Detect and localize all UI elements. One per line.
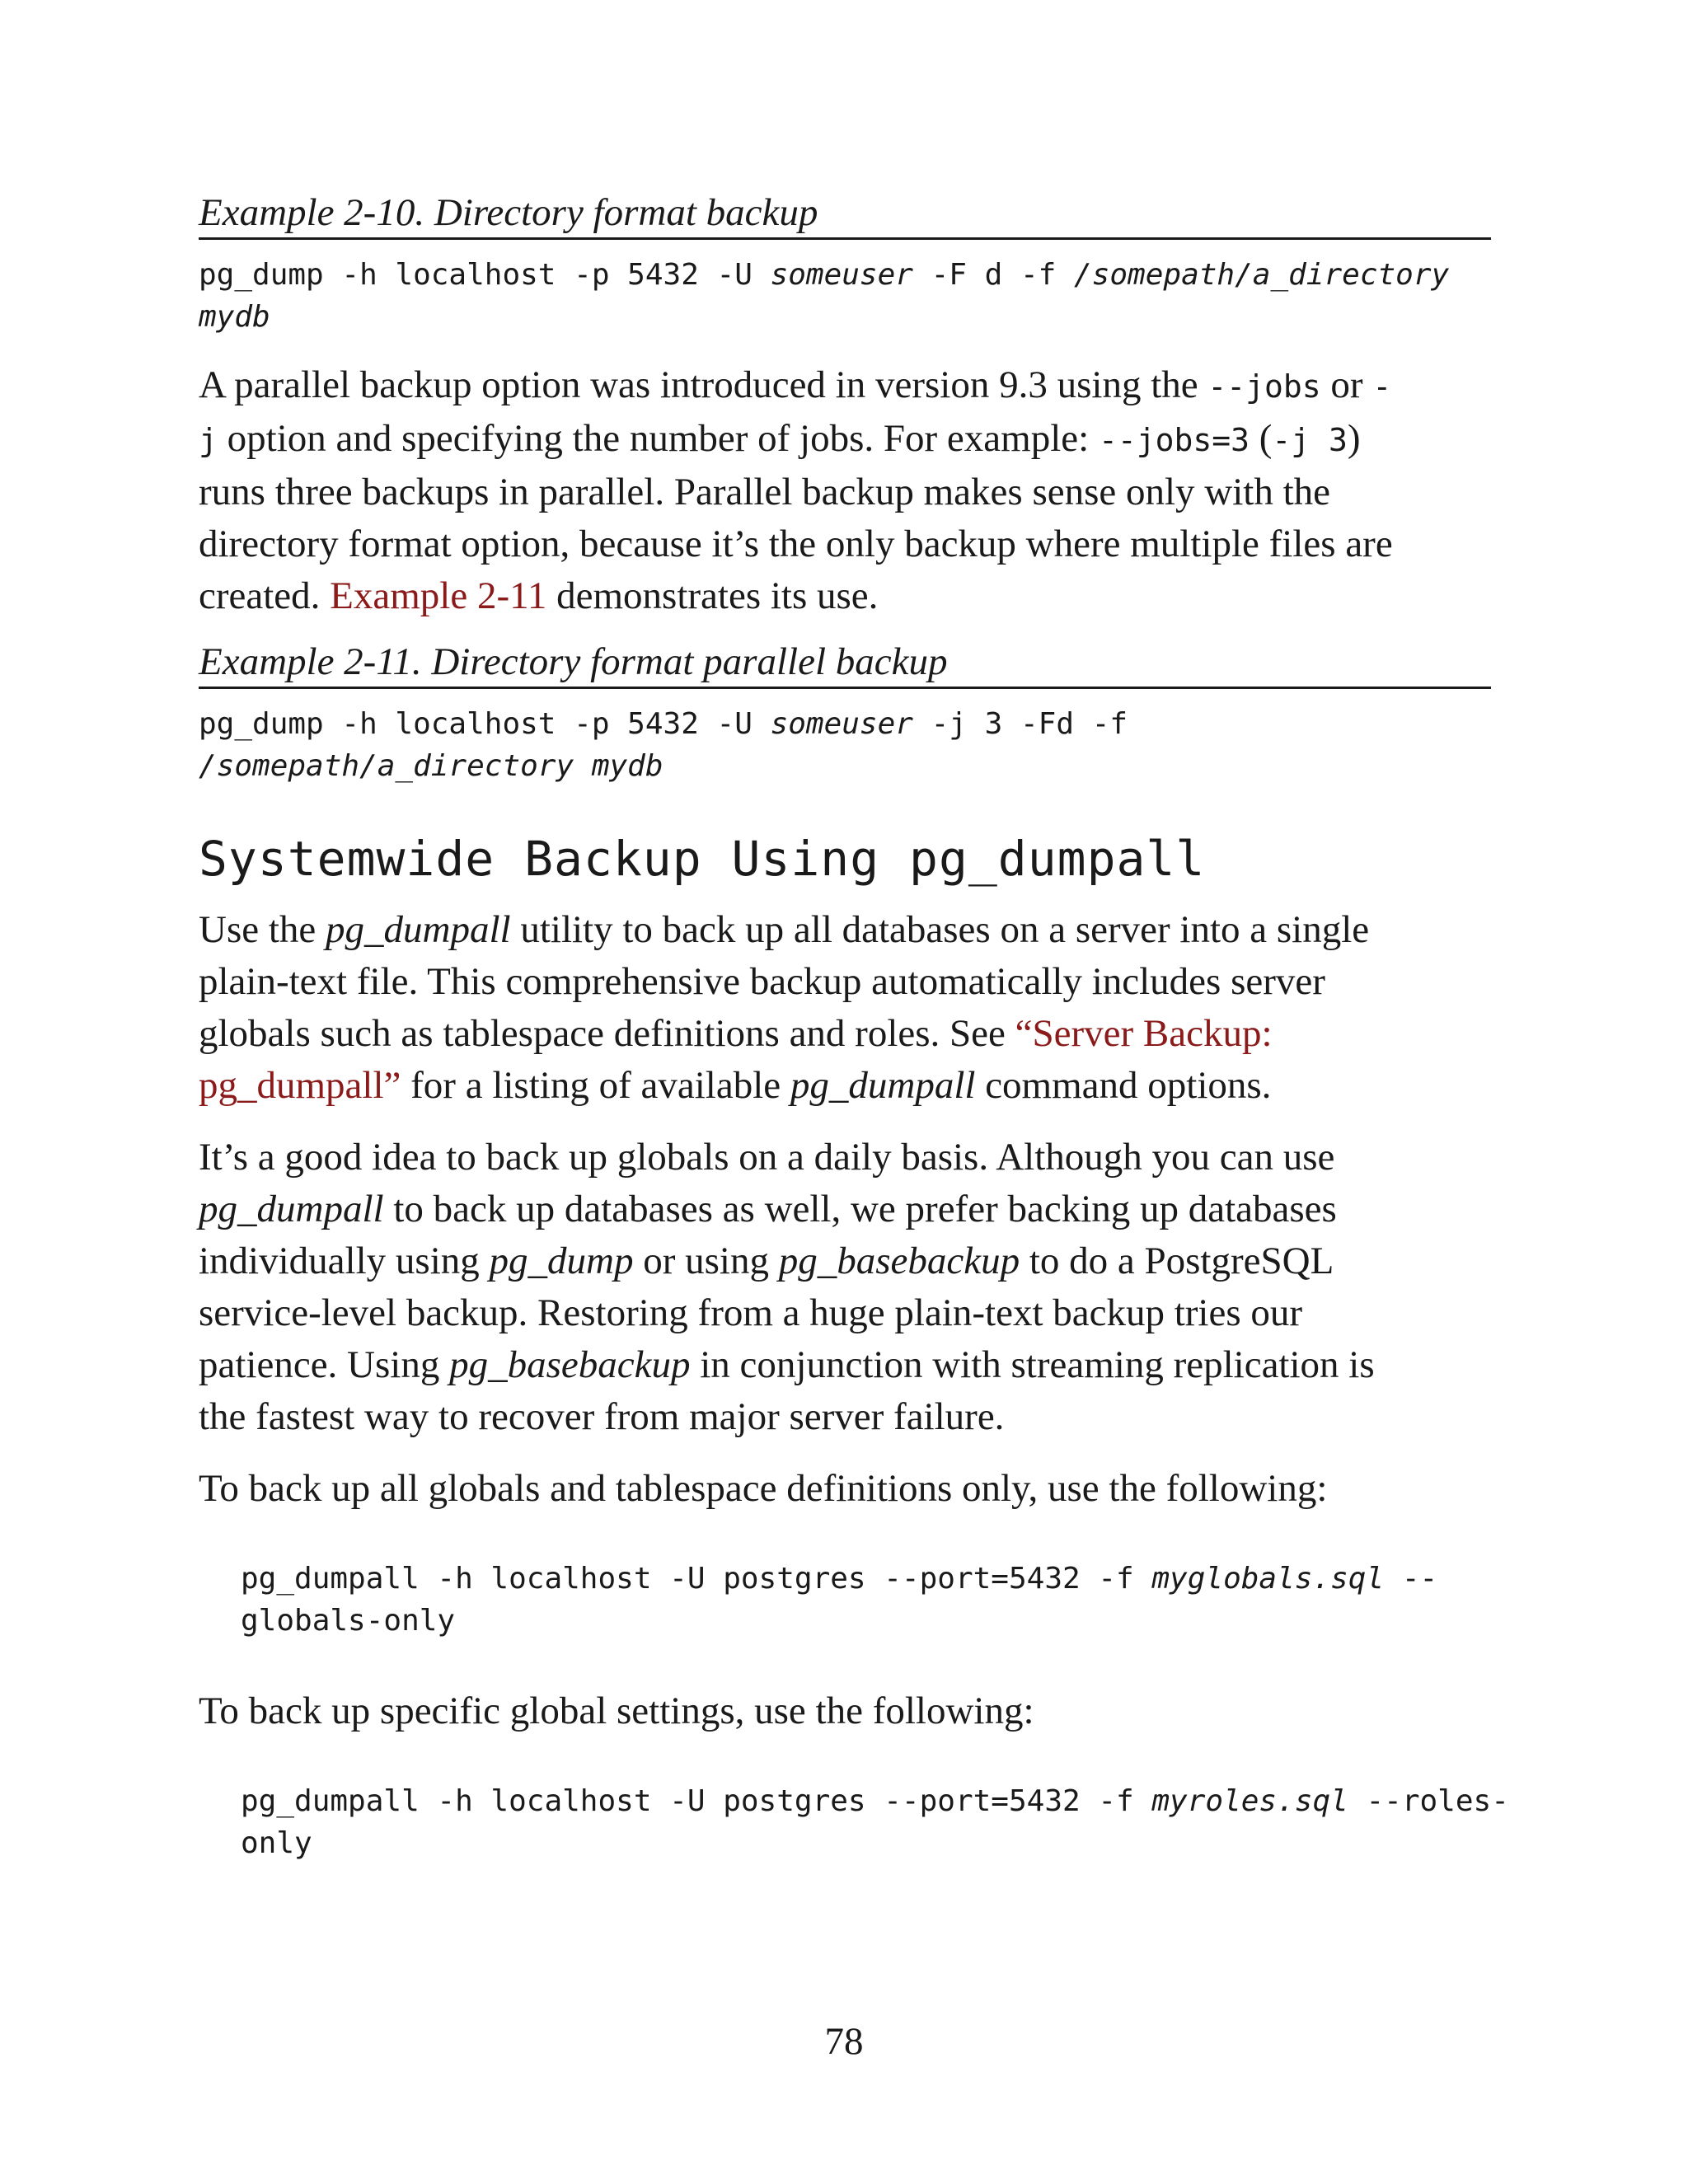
code-line [241,1558,1491,1600]
para-text: option and specifying the number of jobs. For example: [217,417,1099,460]
code-text: pg_dumpall -h localhost -U postgres --port=5432 -f [241,1562,1152,1596]
para-line [199,1008,1491,1060]
globals-paragraph [199,1132,1491,1443]
section-heading: Systemwide Backup Using pg_dumpall [199,831,1206,887]
specific-globals-paragraph: To back up specific global settings, use the following: [199,1690,1034,1732]
code-placeholder: someuser [770,707,913,741]
code-text: --roles- [1348,1784,1509,1818]
para-text: for a listing of available [401,1064,790,1107]
code-placeholder: myroles.sql [1151,1784,1348,1818]
para-text: command options. [975,1064,1272,1107]
para-line [199,570,1491,622]
para-text: Use the [199,908,326,951]
code-text: pg_dumpall -h localhost -U postgres --port=5432 -f [241,1784,1152,1818]
code-line: only [241,1826,312,1860]
para-text: individually using [199,1240,490,1282]
code-line: globals-only [241,1604,456,1638]
code-placeholder: myglobals.sql [1151,1562,1385,1596]
para-text: or using [633,1240,779,1282]
globals-code-block [199,1558,1491,1642]
para-line: directory format option, because it’s the only backup where multiple files are [199,523,1393,565]
page-number: 78 [824,2020,864,2063]
para-text: created. [199,574,331,617]
code-line [241,1780,1509,1822]
para-emphasis: pg_basebackup [778,1240,1020,1282]
para-line [199,1183,1491,1235]
para-line: runs three backups in parallel. Parallel backup makes sense only with the [199,471,1331,513]
para-line [199,1235,1491,1287]
para-emphasis: pg_dumpall [199,1188,384,1230]
para-text: utility to back up all databases on a server into a single [510,908,1370,951]
server-backup-link[interactable]: “Server Backup: [1015,1012,1273,1055]
para-line [199,1339,1491,1391]
code-text: pg_dump -h localhost -p 5432 -U [199,258,771,292]
para-text: patience. Using [199,1343,450,1386]
example-2-11-title: Example 2-11. Directory format parallel backup [199,639,1491,689]
example-2-10-title: Example 2-10. Directory format backup [199,190,1491,240]
parallel-backup-paragraph [199,359,1491,622]
para-text: to do a PostgreSQL [1020,1240,1334,1282]
code-placeholder: /somepath/a_directory [199,749,574,783]
para-text: A parallel backup option was introduced in version 9.3 using the [199,363,1208,406]
code-placeholder: /somepath/a_directory [1074,258,1450,292]
code-text: pg_dump -h localhost -p 5432 -U [199,707,771,741]
para-text: demonstrates its use. [546,574,879,617]
all-globals-paragraph: To back up all globals and tablespace definitions only, use the following: [199,1467,1328,1510]
para-text: to back up databases as well, we prefer backing up databases [383,1188,1337,1230]
para-emphasis: pg_dumpall [790,1064,976,1107]
inline-code: -j 3 [1272,422,1348,458]
dumpall-paragraph [199,904,1491,1112]
para-line [199,1060,1491,1112]
para-line: the fastest way to recover from major server failure. [199,1395,1005,1438]
code-placeholder: mydb [199,300,270,334]
code-text: -- [1384,1562,1438,1596]
code-placeholder: mydb [574,749,663,783]
para-line: service-level backup. Restoring from a huge plain-text backup tries our [199,1291,1303,1334]
para-line [199,904,1491,956]
inline-code: --jobs=3 [1098,422,1250,458]
para-line [199,359,1491,413]
roles-code-block [199,1780,1509,1864]
inline-code: --jobs [1207,368,1321,405]
para-line: plain-text file. This comprehensive backup automatically includes server [199,960,1325,1003]
server-backup-link[interactable]: pg_dumpall” [199,1064,401,1107]
para-line: It’s a good idea to back up globals on a daily basis. Although you can use [199,1136,1335,1179]
code-line [199,296,1491,338]
code-line [199,254,1491,296]
inline-code: j [199,422,218,458]
example-2-11-code [199,703,1491,787]
example-2-10-code [199,254,1491,338]
code-line [199,703,1491,745]
inline-code: - [1372,368,1392,405]
code-placeholder: someuser [770,258,913,292]
para-emphasis: pg_basebackup [449,1343,691,1386]
code-text: -j 3 -Fd -f [912,707,1128,741]
page-content [199,190,1509,1864]
para-emphasis: pg_dump [489,1240,634,1282]
para-text: in conjunction with streaming replication is [690,1343,1375,1386]
example-2-11-link[interactable]: Example 2-11 [330,574,547,617]
para-line [199,413,1491,466]
para-text: ) [1347,417,1361,460]
code-line [199,745,1491,787]
para-text: globals such as tablespace definitions and roles. See [199,1012,1015,1055]
para-text: ( [1249,417,1273,460]
code-text: -F d -f [912,258,1075,292]
para-emphasis: pg_dumpall [326,908,511,951]
para-text: or [1320,363,1373,406]
